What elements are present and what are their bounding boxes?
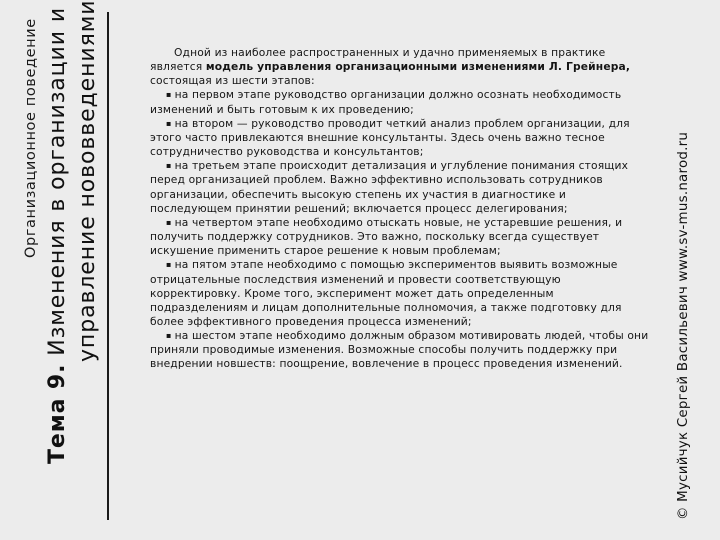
- stage-item-4: [150, 216, 650, 258]
- stage-text-4: на четвертом этапе необходимо отыскать новые, не устаревшие решения, и получить поддержку сотрудников. Это важно, поскольку всегда существует искушение применить старое решение к новым проблемам;: [150, 215, 623, 258]
- copyright-notice: © Мусийчук Сергей Васильевич www.sv-mus.narod.ru: [676, 131, 691, 520]
- topic-title-line-2: управление нововведениями: [75, 0, 100, 362]
- intro-paragraph: [150, 46, 650, 88]
- main-text: [150, 46, 650, 372]
- model-name: модель управления организационными изменениями Л. Грейнера,: [205, 60, 631, 74]
- topic-title-part-1: Изменения в организации и: [45, 6, 70, 364]
- bullet-icon: ▪: [166, 260, 172, 270]
- topic-number: Тема 9.: [45, 363, 70, 464]
- intro-text-end: состоящая из шести этапов:: [150, 74, 315, 88]
- stage-text-1: на первом этапе руководство организации должно осознать необходимость изменений и быть готовым к их проведению;: [150, 88, 622, 116]
- bullet-icon: ▪: [166, 331, 172, 341]
- stage-item-1: [150, 88, 650, 116]
- stage-text-6: на шестом этапе необходимо должным образом мотивировать людей, чтобы они приняли проводимые изменения. Возможные способы получить поддержку при внедрении новшеств: поощрение, вовлечение в процесс проведения изменений.: [150, 329, 649, 371]
- intro-text-start: Одной из наиболее распространенных и удачно применяемых в практике является: [150, 46, 606, 74]
- course-subject: Организационное поведение: [23, 18, 39, 258]
- topic-title-line-1: [45, 7, 70, 464]
- stage-text-5: на пятом этапе необходимо с помощью экспериментов выявить возможные отрицательные последствия изменений и провести соответствующую корректировку. Кроме того, эксперимент может дать определенным подразделениям и лицам дополнительные полномочия, а также подготовку для более эффективного проведения процесса изменений;: [150, 258, 622, 328]
- bullet-icon: ▪: [166, 118, 172, 128]
- stage-item-5: [150, 258, 650, 329]
- slide-title-panel: [0, 0, 118, 540]
- bullet-icon: ▪: [166, 161, 172, 171]
- stage-text-2: на втором — руководство проводит четкий анализ проблем организации, для этого часто привлекаются внешние консультанты. Здесь очень важно тесное сотрудничество руководства и консультантов;: [150, 116, 630, 159]
- stage-item-6: [150, 329, 650, 371]
- stage-text-3: на третьем этапе происходит детализация и углубление понимания стоящих перед организацией проблем. Важно эффективно использовать сотрудников организации, обеспечить высокую степень их участия в диагностике и последующем принятии решений; включается процесс делегирования;: [150, 159, 629, 215]
- bullet-icon: ▪: [166, 217, 172, 227]
- vertical-divider: [107, 12, 109, 520]
- stage-item-3: [150, 159, 650, 216]
- bullet-icon: ▪: [166, 90, 172, 100]
- stage-item-2: [150, 117, 650, 159]
